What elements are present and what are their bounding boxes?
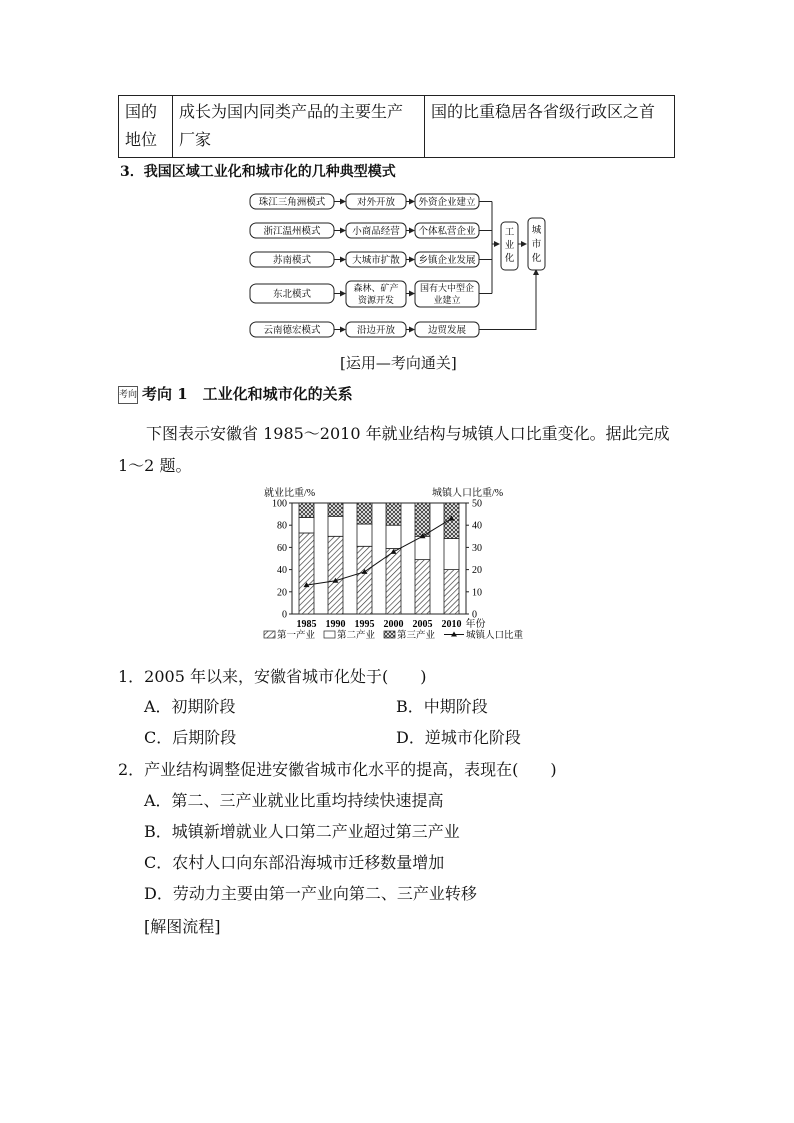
x-tick-label: 2005 (412, 619, 433, 630)
question-1-stem: 1．2005 年以来，安徽省城市化处于( ) (118, 667, 427, 686)
bar-segment (357, 546, 372, 614)
section-caption: [运用—考向通关] (340, 354, 457, 372)
model-label: 东北模式 (272, 290, 312, 300)
outcome-label: 业建立 (433, 295, 461, 305)
legend-label: 城镇人口比重 (466, 631, 524, 641)
question-1-option-b[interactable]: B．中期阶段 (396, 697, 488, 716)
right-axis-title: 城镇人口比重/% (432, 488, 504, 499)
outcome-label: 国有大中型企 (419, 283, 475, 293)
model-label: 浙江温州模式 (263, 227, 321, 237)
flow-row (250, 281, 492, 307)
question-1-option-c[interactable]: C．后期阶段 (144, 728, 237, 747)
bar-segment (444, 570, 459, 614)
table-cell-text: 国的比重稳居各省级行政区之首 (431, 102, 656, 121)
right-tick-label: 10 (472, 587, 482, 599)
left-tick-label: 40 (277, 565, 287, 577)
left-tick-label: 0 (282, 609, 287, 621)
legend-swatch-primary (264, 631, 275, 638)
urbanization-char: 化 (531, 254, 542, 264)
employment-urbanization-chart (260, 486, 535, 648)
left-tick-label: 20 (277, 587, 287, 599)
bar-segment (328, 503, 343, 516)
mechanism-label: 小商品经营 (352, 227, 400, 237)
bar-segment (415, 536, 430, 559)
model-flow-diagram (245, 186, 555, 346)
table-cell-text: 成长为国内同类产品的主要生产 (179, 102, 404, 121)
bar-segment (299, 533, 314, 614)
flow-row (250, 194, 492, 209)
urbanization-char: 城 (531, 226, 542, 236)
flow-row (250, 252, 492, 267)
x-tick-label: 2010 (441, 619, 462, 630)
left-axis-title: 就业比重/% (264, 488, 316, 499)
x-tick-label: 2000 (383, 619, 404, 630)
question-1-option-a[interactable]: A．初期阶段 (144, 697, 236, 716)
mechanism-label: 对外开放 (356, 198, 396, 208)
table-cell (173, 96, 425, 157)
table-cell-label (119, 96, 173, 157)
legend-label: 第一产业 (277, 631, 316, 641)
bar-segment (386, 503, 401, 525)
right-tick-label: 40 (472, 520, 482, 532)
right-tick-label: 50 (472, 498, 482, 510)
model-label: 云南德宏模式 (263, 326, 321, 336)
outcome-label: 个体私营企业 (418, 227, 476, 237)
bar-segment (415, 503, 430, 536)
outcome-label: 边贸发展 (427, 326, 467, 336)
x-tick-label: 1985 (296, 619, 317, 630)
industrialization-char: 工 (504, 228, 515, 238)
model-label: 苏南模式 (272, 256, 312, 266)
section-title: 3．我国区域工业化和城市化的几种典型模式 (120, 164, 396, 180)
table-cell-text: 国的 (125, 102, 158, 121)
mechanism-label: 资源开发 (357, 295, 395, 305)
right-tick-label: 20 (472, 565, 482, 577)
question-intro: 下图表示安徽省 1985～2010 年就业结构与城镇人口比重变化。据此完成 1～2 题。 (118, 424, 670, 475)
direction-badge: 考向 (118, 386, 138, 404)
question-1-option-d[interactable]: D．逆城市化阶段 (396, 728, 521, 747)
exam-direction-heading (118, 383, 353, 404)
outcome-label: 外资企业建立 (418, 198, 476, 208)
industrialization-char: 业 (504, 241, 515, 251)
left-tick-label: 80 (277, 520, 287, 532)
bar-segment (386, 525, 401, 548)
x-tick-label: 1990 (325, 619, 346, 630)
mechanism-label: 大城市扩散 (352, 256, 400, 266)
question-2-option-a[interactable]: A．第二、三产业就业比重均持续快速提高 (144, 791, 444, 810)
bar-segment (444, 539, 459, 570)
bar-segment (415, 560, 430, 614)
x-axis-suffix: 年份 (465, 619, 486, 630)
bar-segment (386, 549, 401, 614)
bar-segment (357, 524, 372, 546)
table-cell-text: 厂家 (179, 130, 212, 149)
outcome-label: 乡镇企业发展 (418, 256, 476, 266)
legend-swatch-tertiary (384, 631, 395, 638)
bar-segment (357, 503, 372, 524)
region-comparison-table (118, 95, 675, 158)
direction-label: 考向 1 工业化和城市化的关系 (142, 385, 353, 403)
left-tick-label: 100 (272, 498, 287, 510)
question-2-stem: 2．产业结构调整促进安徽省城市化水平的提高，表现在( ) (118, 760, 557, 779)
legend-label: 第三产业 (397, 631, 436, 641)
mechanism-label: 沿边开放 (356, 326, 396, 336)
solution-flow-label: [解图流程] (144, 917, 221, 936)
legend-label: 第二产业 (337, 631, 376, 641)
plot-frame (292, 503, 466, 614)
question-2-option-c[interactable]: C．农村人口向东部沿海城市迁移数量增加 (144, 853, 445, 872)
table-cell (425, 96, 675, 157)
flow-row (250, 223, 492, 238)
x-tick-label: 1995 (354, 619, 375, 630)
bar-segment (299, 503, 314, 517)
question-2-option-d[interactable]: D．劳动力主要由第一产业向第二、三产业转移 (144, 884, 477, 903)
model-label: 珠江三角洲模式 (258, 198, 326, 208)
bar-segment (444, 503, 459, 539)
mechanism-label: 森林、矿产 (353, 283, 399, 293)
legend-swatch-secondary (324, 631, 335, 638)
bar-segment (328, 536, 343, 614)
bar-segment (299, 517, 314, 533)
industrialization-char: 化 (504, 254, 515, 264)
question-2-option-b[interactable]: B．城镇新增就业人口第二产业超过第三产业 (144, 822, 460, 841)
left-tick-label: 60 (277, 542, 287, 554)
right-tick-label: 0 (472, 609, 477, 621)
urbanization-char: 市 (531, 240, 542, 250)
table-cell-text: 地位 (125, 130, 158, 149)
right-tick-label: 30 (472, 542, 482, 554)
bar-segment (328, 516, 343, 536)
